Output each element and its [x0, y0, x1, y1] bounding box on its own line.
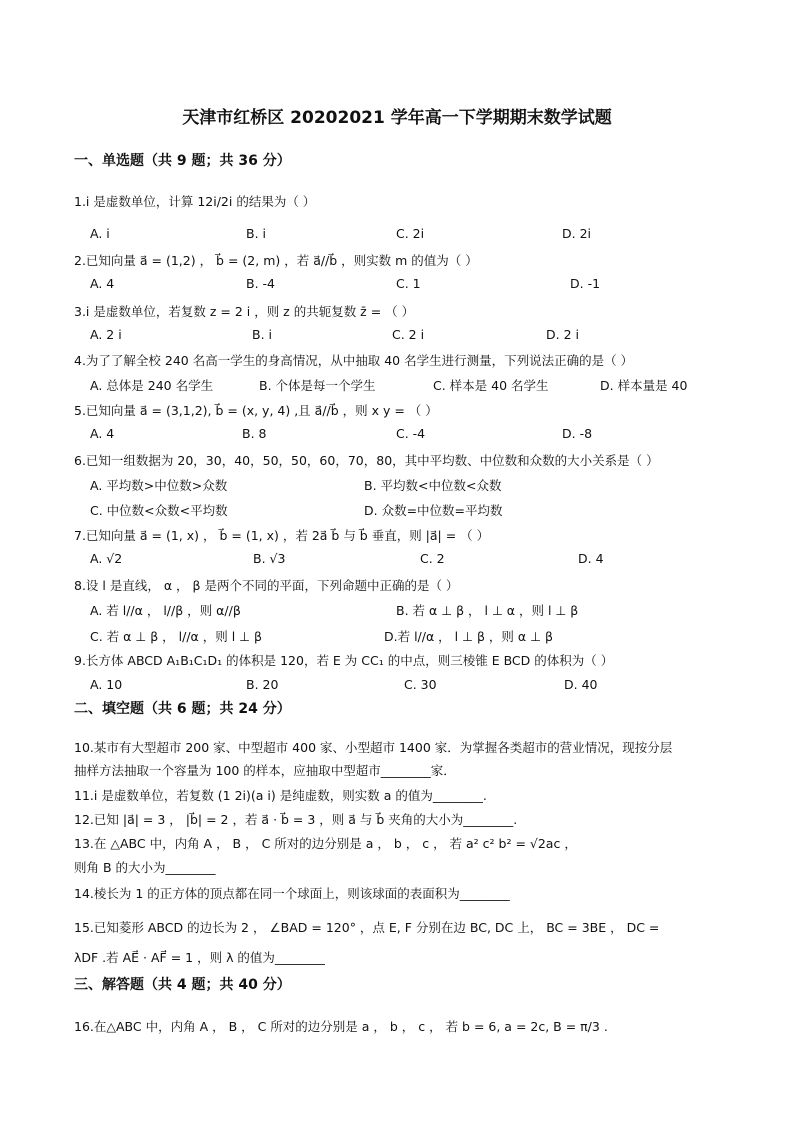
question-8-option-b: B. 若 α ⊥ β ， l ⊥ α ，则 l ⊥ β [396, 603, 579, 618]
question-12: 12.已知 |a⃗| = 3 ， |b⃗| = 2 ，若 a⃗ · b⃗ = 3 ，则 a⃗ 与 b⃗ 夹角的大小为________. [74, 812, 518, 827]
question-16: 16.在△ABC 中，内角 A ， B ， C 所对的边分别是 a ， b ， c ， 若 b = 6, a = 2c, B = π/3 . [74, 1019, 608, 1034]
question-4-stem: 4.为了了解全校 240 名高一学生的身高情况，从中抽取 40 名学生进行测量，下列说法正确的是（ ） [74, 353, 634, 368]
question-10-line-2: 抽样方法抽取一个容量为 100 的样本，应抽取中型超市________家． [74, 763, 456, 778]
question-2-option-b: B. -4 [246, 276, 275, 291]
question-2-option-d: D. -1 [570, 276, 601, 291]
question-4-option-b: B. 个体是每一个学生 [259, 378, 376, 393]
question-5-stem: 5.已知向量 a⃗ = (3,1,2), b⃗ = (x, y, 4) ,且 a⃗//b⃗ ，则 x y = （ ） [74, 403, 438, 418]
question-6-option-c: C. 中位数<众数<平均数 [90, 503, 228, 518]
question-8-option-a: A. 若 l//α ， l//β ，则 α//β [90, 603, 241, 618]
question-3-option-c: C. 2 i [392, 327, 425, 342]
question-3-stem: 3.i 是虚数单位，若复数 z = 2 i ，则 z 的共轭复数 z̄ = （ ） [74, 304, 415, 319]
question-15-line-1: 15.已知菱形 ABCD 的边长为 2 ， ∠BAD = 120° ，点 E, F 分别在边 BC, DC 上， BC = 3BE ， DC = [74, 920, 660, 935]
question-2-stem: 2.已知向量 a⃗ = (1,2) ， b⃗ = (2, m) ，若 a⃗//b⃗ ，则实数 m 的值为（ ） [74, 253, 478, 268]
question-14: 14.棱长为 1 的正方体的顶点都在同一个球面上，则该球面的表面积为________ [74, 886, 510, 901]
question-5-option-b: B. 8 [242, 426, 267, 441]
question-9-option-c: C. 30 [404, 677, 437, 692]
question-4-option-c: C. 样本是 40 名学生 [433, 378, 549, 393]
question-7-option-b: B. √3 [253, 551, 286, 566]
section-heading-mc: 一、单选题（共 9 题；共 36 分） [74, 153, 291, 169]
question-6-option-a: A. 平均数>中位数>众数 [90, 478, 228, 493]
page-title: 天津市红桥区 20202021 学年高一下学期期末数学试题 [182, 108, 612, 128]
question-13-line-1: 13.在 △ABC 中，内角 A ， B ， C 所对的边分别是 a ， b ， c ， 若 a² c² b² = √2ac ， [74, 836, 577, 851]
question-3-option-b: B. i [252, 327, 272, 342]
question-15-line-2: λDF .若 AE⃗ · AF⃗ = 1 ，则 λ 的值为________ [74, 950, 325, 965]
question-9-option-a: A. 10 [90, 677, 123, 692]
question-2-option-a: A. 4 [90, 276, 115, 291]
question-4-option-a: A. 总体是 240 名学生 [90, 378, 214, 393]
question-6-option-d: D. 众数=中位数=平均数 [364, 503, 503, 518]
question-7-option-a: A. √2 [90, 551, 123, 566]
question-9-option-d: D. 40 [564, 677, 598, 692]
question-7-option-c: C. 2 [420, 551, 445, 566]
question-4-option-d: D. 样本量是 40 [600, 378, 688, 393]
question-1-option-b: B. i [246, 226, 266, 241]
question-10-line-1: 10.某市有大型超市 200 家、中型超市 400 家、小型超市 1400 家．为掌握各类超市的营业情况，现按分层 [74, 740, 673, 755]
question-9-stem: 9.长方体 ABCD A₁B₁C₁D₁ 的体积是 120，若 E 为 CC₁ 的中点，则三棱锥 E BCD 的体积为（ ） [74, 653, 614, 668]
question-3-option-a: A. 2 i [90, 327, 122, 342]
question-5-option-d: D. -8 [562, 426, 593, 441]
question-8-option-c: C. 若 α ⊥ β ， l//α ，则 l ⊥ β [90, 629, 263, 644]
question-1-stem: 1.i 是虚数单位，计算 12i/2i 的结果为（ ） [74, 194, 316, 209]
question-7-option-d: D. 4 [578, 551, 604, 566]
section-heading-fill: 二、填空题（共 6 题；共 24 分） [74, 701, 291, 717]
question-9-option-b: B. 20 [246, 677, 279, 692]
section-heading-solve: 三、解答题（共 4 题；共 40 分） [74, 977, 291, 993]
question-5-option-c: C. -4 [396, 426, 426, 441]
question-11: 11.i 是虚数单位，若复数 (1 2i)(a i) 是纯虚数，则实数 a 的值为________. [74, 788, 487, 803]
question-1-option-d: D. 2i [562, 226, 591, 241]
question-6-stem: 6.已知一组数据为 20，30，40，50，50，60，70，80，其中平均数、中位数和众数的大小关系是（ ） [74, 453, 659, 468]
question-7-stem: 7.已知向量 a⃗ = (1, x) ， b⃗ = (1, x) ，若 2a⃗ b⃗ 与 b⃗ 垂直，则 |a⃗| = （ ） [74, 528, 490, 543]
question-5-option-a: A. 4 [90, 426, 115, 441]
question-2-option-c: C. 1 [396, 276, 421, 291]
question-3-option-d: D. 2 i [546, 327, 579, 342]
question-1-option-c: C. 2i [396, 226, 425, 241]
question-8-stem: 8.设 l 是直线， α ， β 是两个不同的平面，下列命题中正确的是（ ） [74, 578, 459, 593]
question-8-option-d: D.若 l//α ， l ⊥ β ，则 α ⊥ β [384, 629, 553, 644]
question-1-option-a: A. i [90, 226, 110, 241]
question-13-line-2: 则角 B 的大小为________ [74, 860, 216, 875]
question-6-option-b: B. 平均数<中位数<众数 [364, 478, 502, 493]
